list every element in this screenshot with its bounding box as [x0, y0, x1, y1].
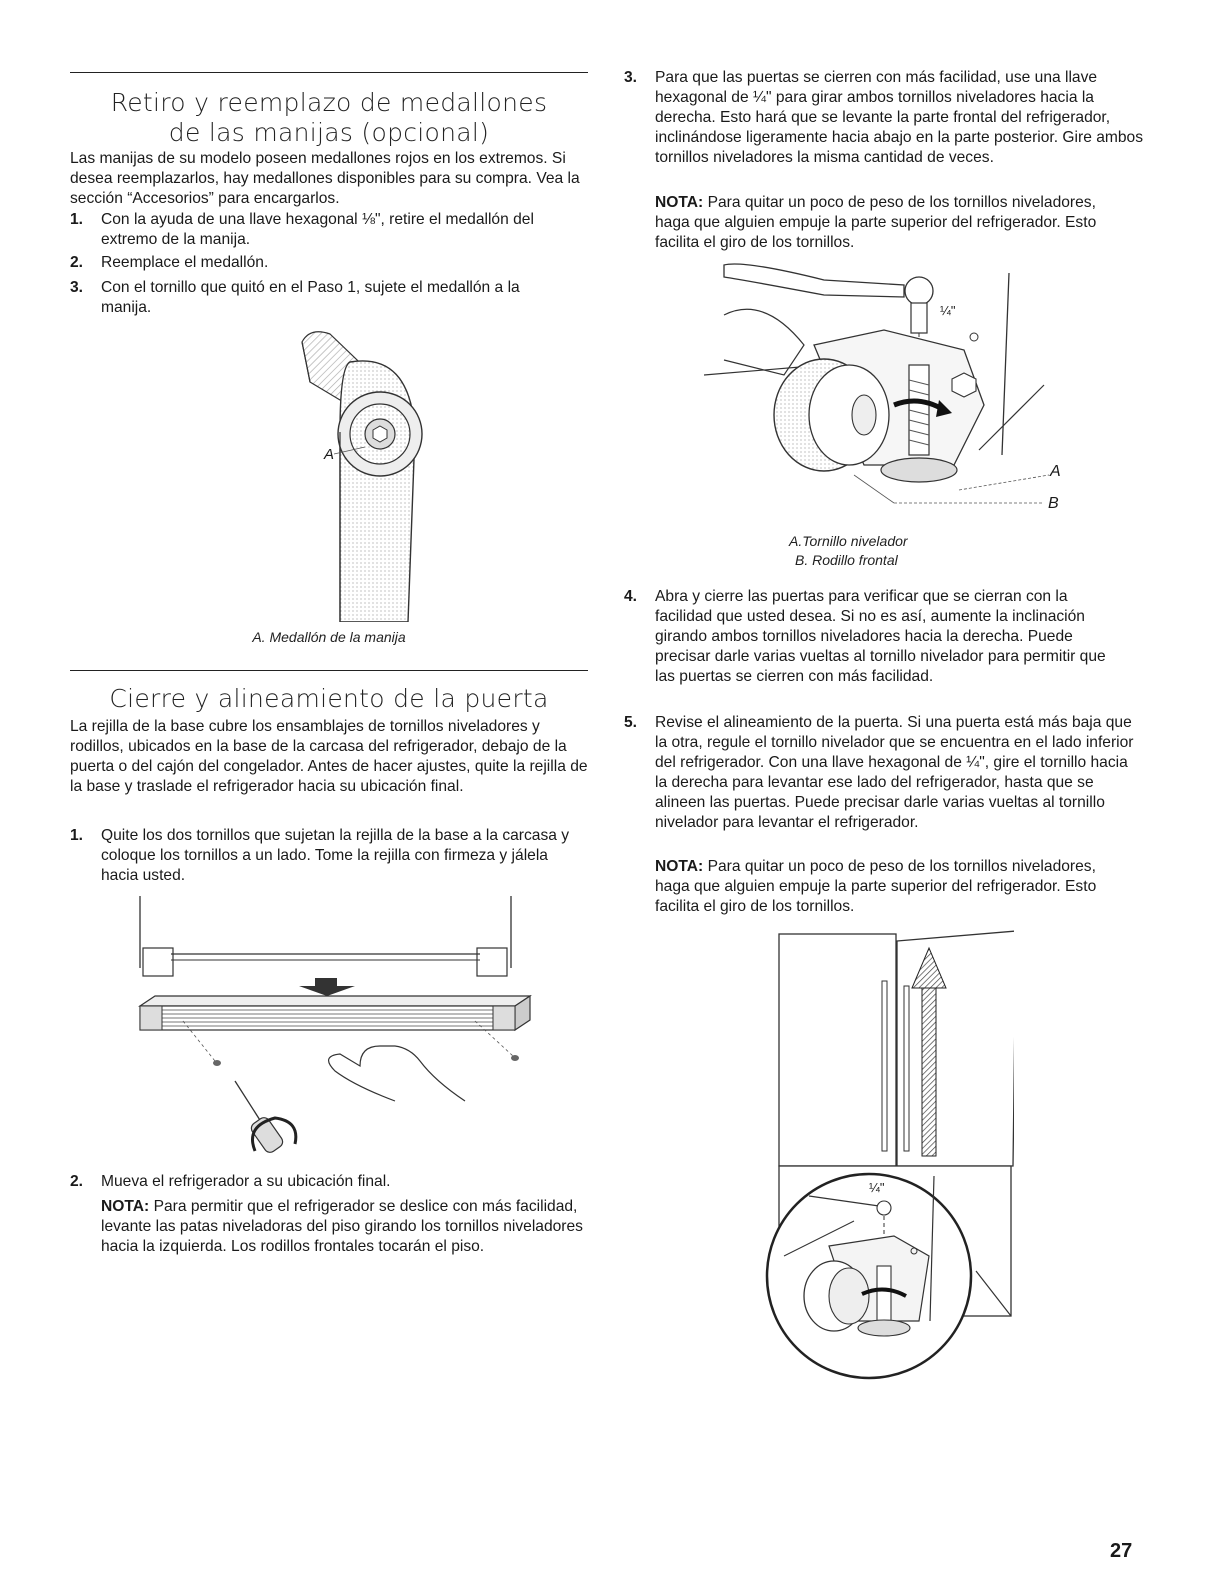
note-text: Para permitir que el refrigerador se deslice con más facilidad, levante las patas niveladoras del piso girando los tornillos niveladores hacia la izquierda. Los rodillos frontales tocarán el piso. [101, 1198, 583, 1255]
medallion-caption: A. Medallón de la manija [252, 629, 406, 645]
caption-leveling-screw: A.Tornillo nivelador [789, 533, 908, 549]
wrench-size-label-2: ¼" [869, 1180, 885, 1195]
note-label: NOTA: [101, 1198, 150, 1215]
base-grille-illustration [135, 896, 545, 1158]
medallion-intro: Las manijas de su modelo poseen medallones rojos en los extremos. Si desea reemplazarlos, hay medallones disponibles para su compra. Vea la sección “Accesorios” para encargarlos. [70, 150, 580, 207]
front-roller-label-b: B [1048, 495, 1059, 512]
door-note-2: NOTA: Para quitar un poco de peso de los tornillos niveladores, haga que alguien empuje la parte superior del refrigerador. Esto facilita el giro de los tornillos. [655, 858, 1097, 915]
handle-medallion-illustration [240, 322, 440, 622]
section-title-line2: de las manijas (opcional) [168, 118, 490, 147]
door-note-1: NOTA: Para quitar un poco de peso de los tornillos niveladores, haga que alguien empuje la parte superior del refrigerador. Esto facilita el giro de los tornillos. [655, 194, 1097, 251]
section-title-door-alignment: Cierre y alineamiento de la puerta [109, 684, 549, 713]
section-divider [70, 72, 588, 73]
section-divider [70, 670, 588, 671]
wrench-size-label: ¼" [940, 303, 956, 318]
leveling-screw-illustration [704, 255, 1084, 525]
section-title-medallions [70, 88, 588, 148]
door-note [101, 1197, 588, 1257]
door-alignment-illustration [754, 926, 1014, 1386]
leveling-screw-label-a: A [1050, 463, 1061, 480]
section-title-line1: Retiro y reemplazo de medallones [110, 88, 548, 117]
caption-front-roller: B. Rodillo frontal [795, 552, 898, 568]
door-intro: La rejilla de la base cubre los ensamblajes de tornillos niveladores y rodillos, ubicados en la base de la carcasa del refrigerador, debajo de la puerta o del cajón del congelador. Antes de hacer ajustes, quite la rejilla de la base y traslade el refrigerador hacia su ubicación final. [70, 718, 588, 795]
medallion-label-a: A [324, 446, 335, 463]
page-number: 27 [1110, 1540, 1133, 1562]
